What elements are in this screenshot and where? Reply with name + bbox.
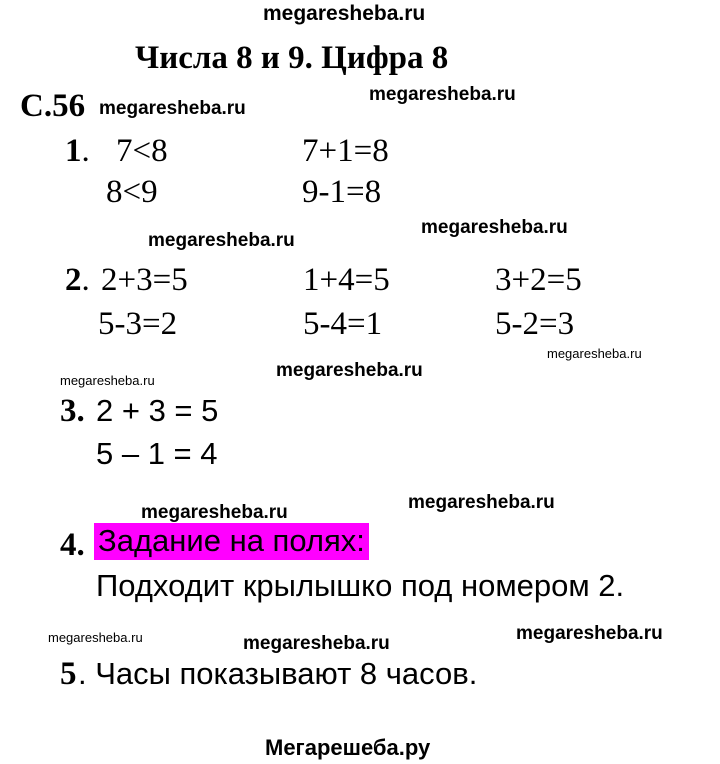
equation: 1+4=5 (303, 262, 390, 298)
equation: 3+2=5 (495, 262, 582, 298)
task-number-dot: . (81, 133, 90, 169)
task-5-number: 5 (60, 656, 77, 692)
task-number: 1 (65, 133, 82, 169)
task-1-number (65, 133, 90, 170)
watermark: megaresheba.ru (276, 360, 423, 381)
watermark: megaresheba.ru (99, 98, 246, 119)
equation: 2+3=5 (101, 262, 188, 298)
equation: 5-3=2 (98, 306, 178, 342)
watermark: megaresheba.ru (48, 630, 143, 645)
task-number-dot: . (81, 262, 90, 298)
task-4-number: 4. (60, 527, 85, 563)
equation: 8<9 (106, 174, 158, 210)
page-number: С.56 (20, 88, 86, 124)
watermark: megaresheba.ru (141, 502, 288, 523)
equation: 5 – 1 = 4 (96, 436, 218, 471)
watermark: megaresheba.ru (369, 84, 516, 105)
equation: 5-4=1 (303, 306, 383, 342)
watermark: megaresheba.ru (60, 373, 155, 388)
task-4-answer: Подходит крылышко под номером 2. (96, 568, 625, 603)
task-4-highlight (94, 523, 369, 559)
task-3-number: 3. (60, 393, 85, 429)
task-number: 2 (65, 262, 82, 298)
task-5-answer: . Часы показывают 8 часов. (78, 656, 478, 691)
watermark: megaresheba.ru (408, 492, 555, 513)
equation: 9-1=8 (302, 174, 382, 210)
watermark-top: megaresheba.ru (263, 2, 426, 25)
equation: 5-2=3 (495, 306, 575, 342)
task-2-number (65, 262, 90, 299)
equation: 7<8 (116, 133, 168, 169)
equation: 2 + 3 = 5 (96, 393, 219, 428)
footer-brand: Мегарешеба.ру (265, 735, 431, 760)
watermark: megaresheba.ru (421, 217, 568, 238)
highlighted-text: Задание на полях: (94, 523, 369, 560)
watermark: megaresheba.ru (148, 230, 295, 251)
watermark: megaresheba.ru (547, 346, 642, 361)
page-title: Числа 8 и 9. Цифра 8 (135, 40, 449, 76)
watermark: megaresheba.ru (516, 623, 663, 644)
equation: 7+1=8 (302, 133, 389, 169)
watermark: megaresheba.ru (243, 633, 390, 654)
